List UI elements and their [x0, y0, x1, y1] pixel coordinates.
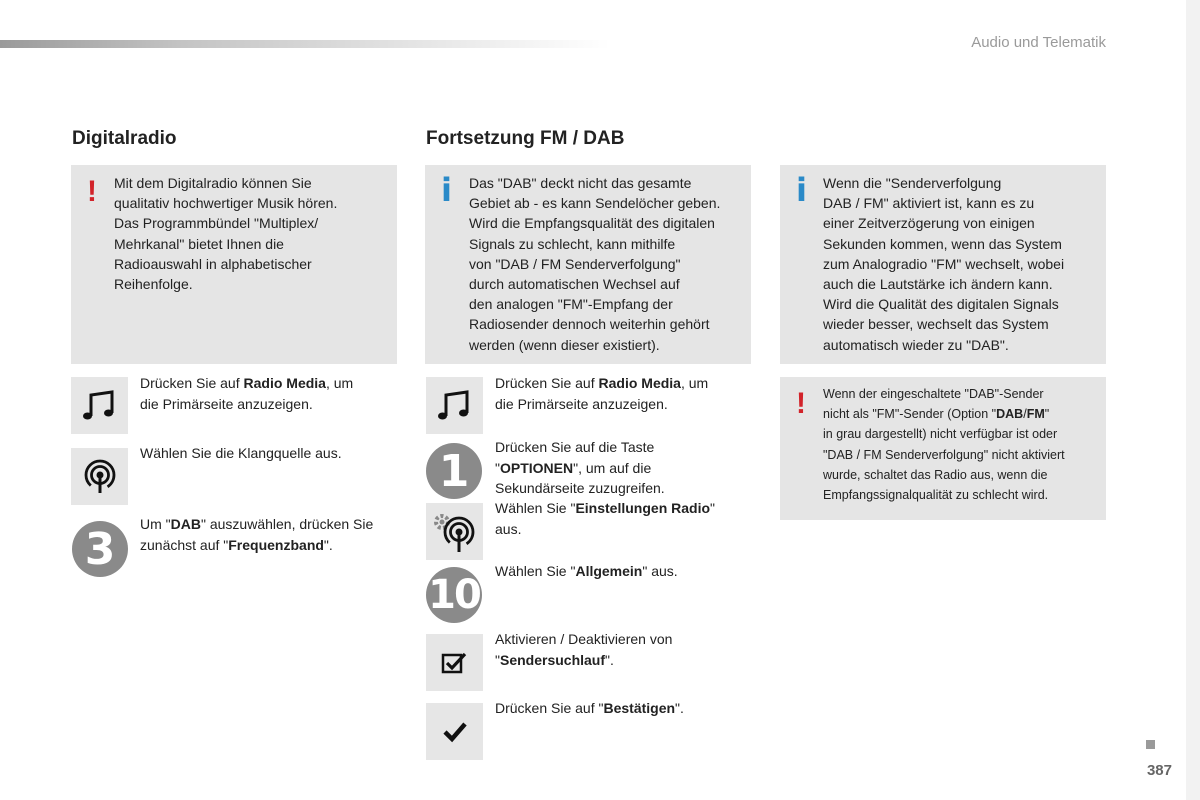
tracking-warning-note	[780, 377, 1106, 520]
step-number-1: 1	[426, 443, 482, 499]
music-note-icon	[71, 377, 128, 434]
step-settings-radio: Wählen Sie "Einstellungen Radio" aus.	[495, 500, 716, 537]
step-radio-media: Drücken Sie auf Radio Media, um die Primärseite anzuzeigen.	[495, 375, 709, 412]
step-bestaetigen: Drücken Sie auf "Bestätigen".	[495, 700, 684, 716]
checkbox-icon	[426, 634, 483, 691]
step-select-source: Wählen Sie die Klangquelle aus.	[140, 445, 342, 461]
step-radio-media: Drücken Sie auf Radio Media, um die Primärseite anzuzeigen.	[140, 375, 354, 412]
note-text: Wenn der eingeschaltete "DAB"-Sender nicht als "FM"-Sender (Option "DAB/FM" in grau dargestellt) nicht verfügbar ist oder "DAB / FM Senderverfolgung" nicht aktiviert wurde, schaltet das Radio aus, wenn die Empfangssignalqualität zu schlecht wird.	[823, 387, 1065, 503]
radio-signal-icon	[71, 448, 128, 505]
digitalradio-warning-note	[71, 165, 397, 364]
step-number-10: 10	[426, 567, 482, 623]
info-icon: i	[796, 171, 807, 209]
fortsetzung-heading: Fortsetzung FM / DAB	[426, 128, 625, 149]
step-options: Drücken Sie auf die Taste "OPTIONEN", um auf die Sekundärseite zuzugreifen.	[495, 439, 665, 496]
exclamation-icon: !	[796, 387, 806, 420]
section-title: Audio und Telematik	[971, 34, 1106, 51]
info-icon: i	[441, 171, 452, 209]
note-text: Das "DAB" deckt nicht das gesamte Gebiet ab - es kann Sendelöcher geben. Wird die Empfangsqualität des digitalen Signals zu schlecht, kann mithilfe von "DAB / FM Senderverfolgung" durch automatischen Wechsel auf den analogen "FM"-Empfang der Radiosender dennoch weiterhin gehört werden (wenn dieser existiert).	[469, 175, 721, 353]
step-allgemein: Wählen Sie "Allgemein" aus.	[495, 563, 678, 579]
page-number: 387	[1146, 762, 1172, 779]
dab-info-note	[425, 165, 751, 364]
note-text: Wenn die "Senderverfolgung DAB / FM" aktiviert ist, kann es zu einer Zeitverzögerung von einigen Sekunden kommen, wenn das System zum Analogradio "FM" wechselt, wobei auch die Lautstärke ich ändern kann. Wird die Qualität des digitalen Signals wieder besser, wechselt das System automatisch wieder zu "DAB".	[823, 175, 1065, 353]
step-sendersuchlauf: Aktivieren / Deaktivieren von "Sendersuchlauf".	[495, 631, 673, 668]
header-gradient-bar	[0, 40, 610, 48]
page-marker	[1146, 740, 1155, 749]
step-number-3: 3	[72, 521, 128, 577]
step-dab-frequency: Um "DAB" auszuwählen, drücken Sie zunächst auf "Frequenzband".	[140, 516, 374, 553]
digitalradio-heading: Digitalradio	[72, 128, 177, 149]
music-note-icon	[426, 377, 483, 434]
note-text: Mit dem Digitalradio können Sie qualitativ hochwertiger Musik hören. Das Programmbündel "Multiplex/ Mehrkanal" bietet Ihnen die Radioauswahl in alphabetischer Reihenfolge.	[114, 175, 338, 293]
radio-settings-icon	[426, 503, 483, 560]
exclamation-icon: !	[87, 175, 97, 208]
page-edge-strip	[1186, 0, 1200, 800]
checkmark-icon	[426, 703, 483, 760]
tracking-info-note	[780, 165, 1106, 364]
